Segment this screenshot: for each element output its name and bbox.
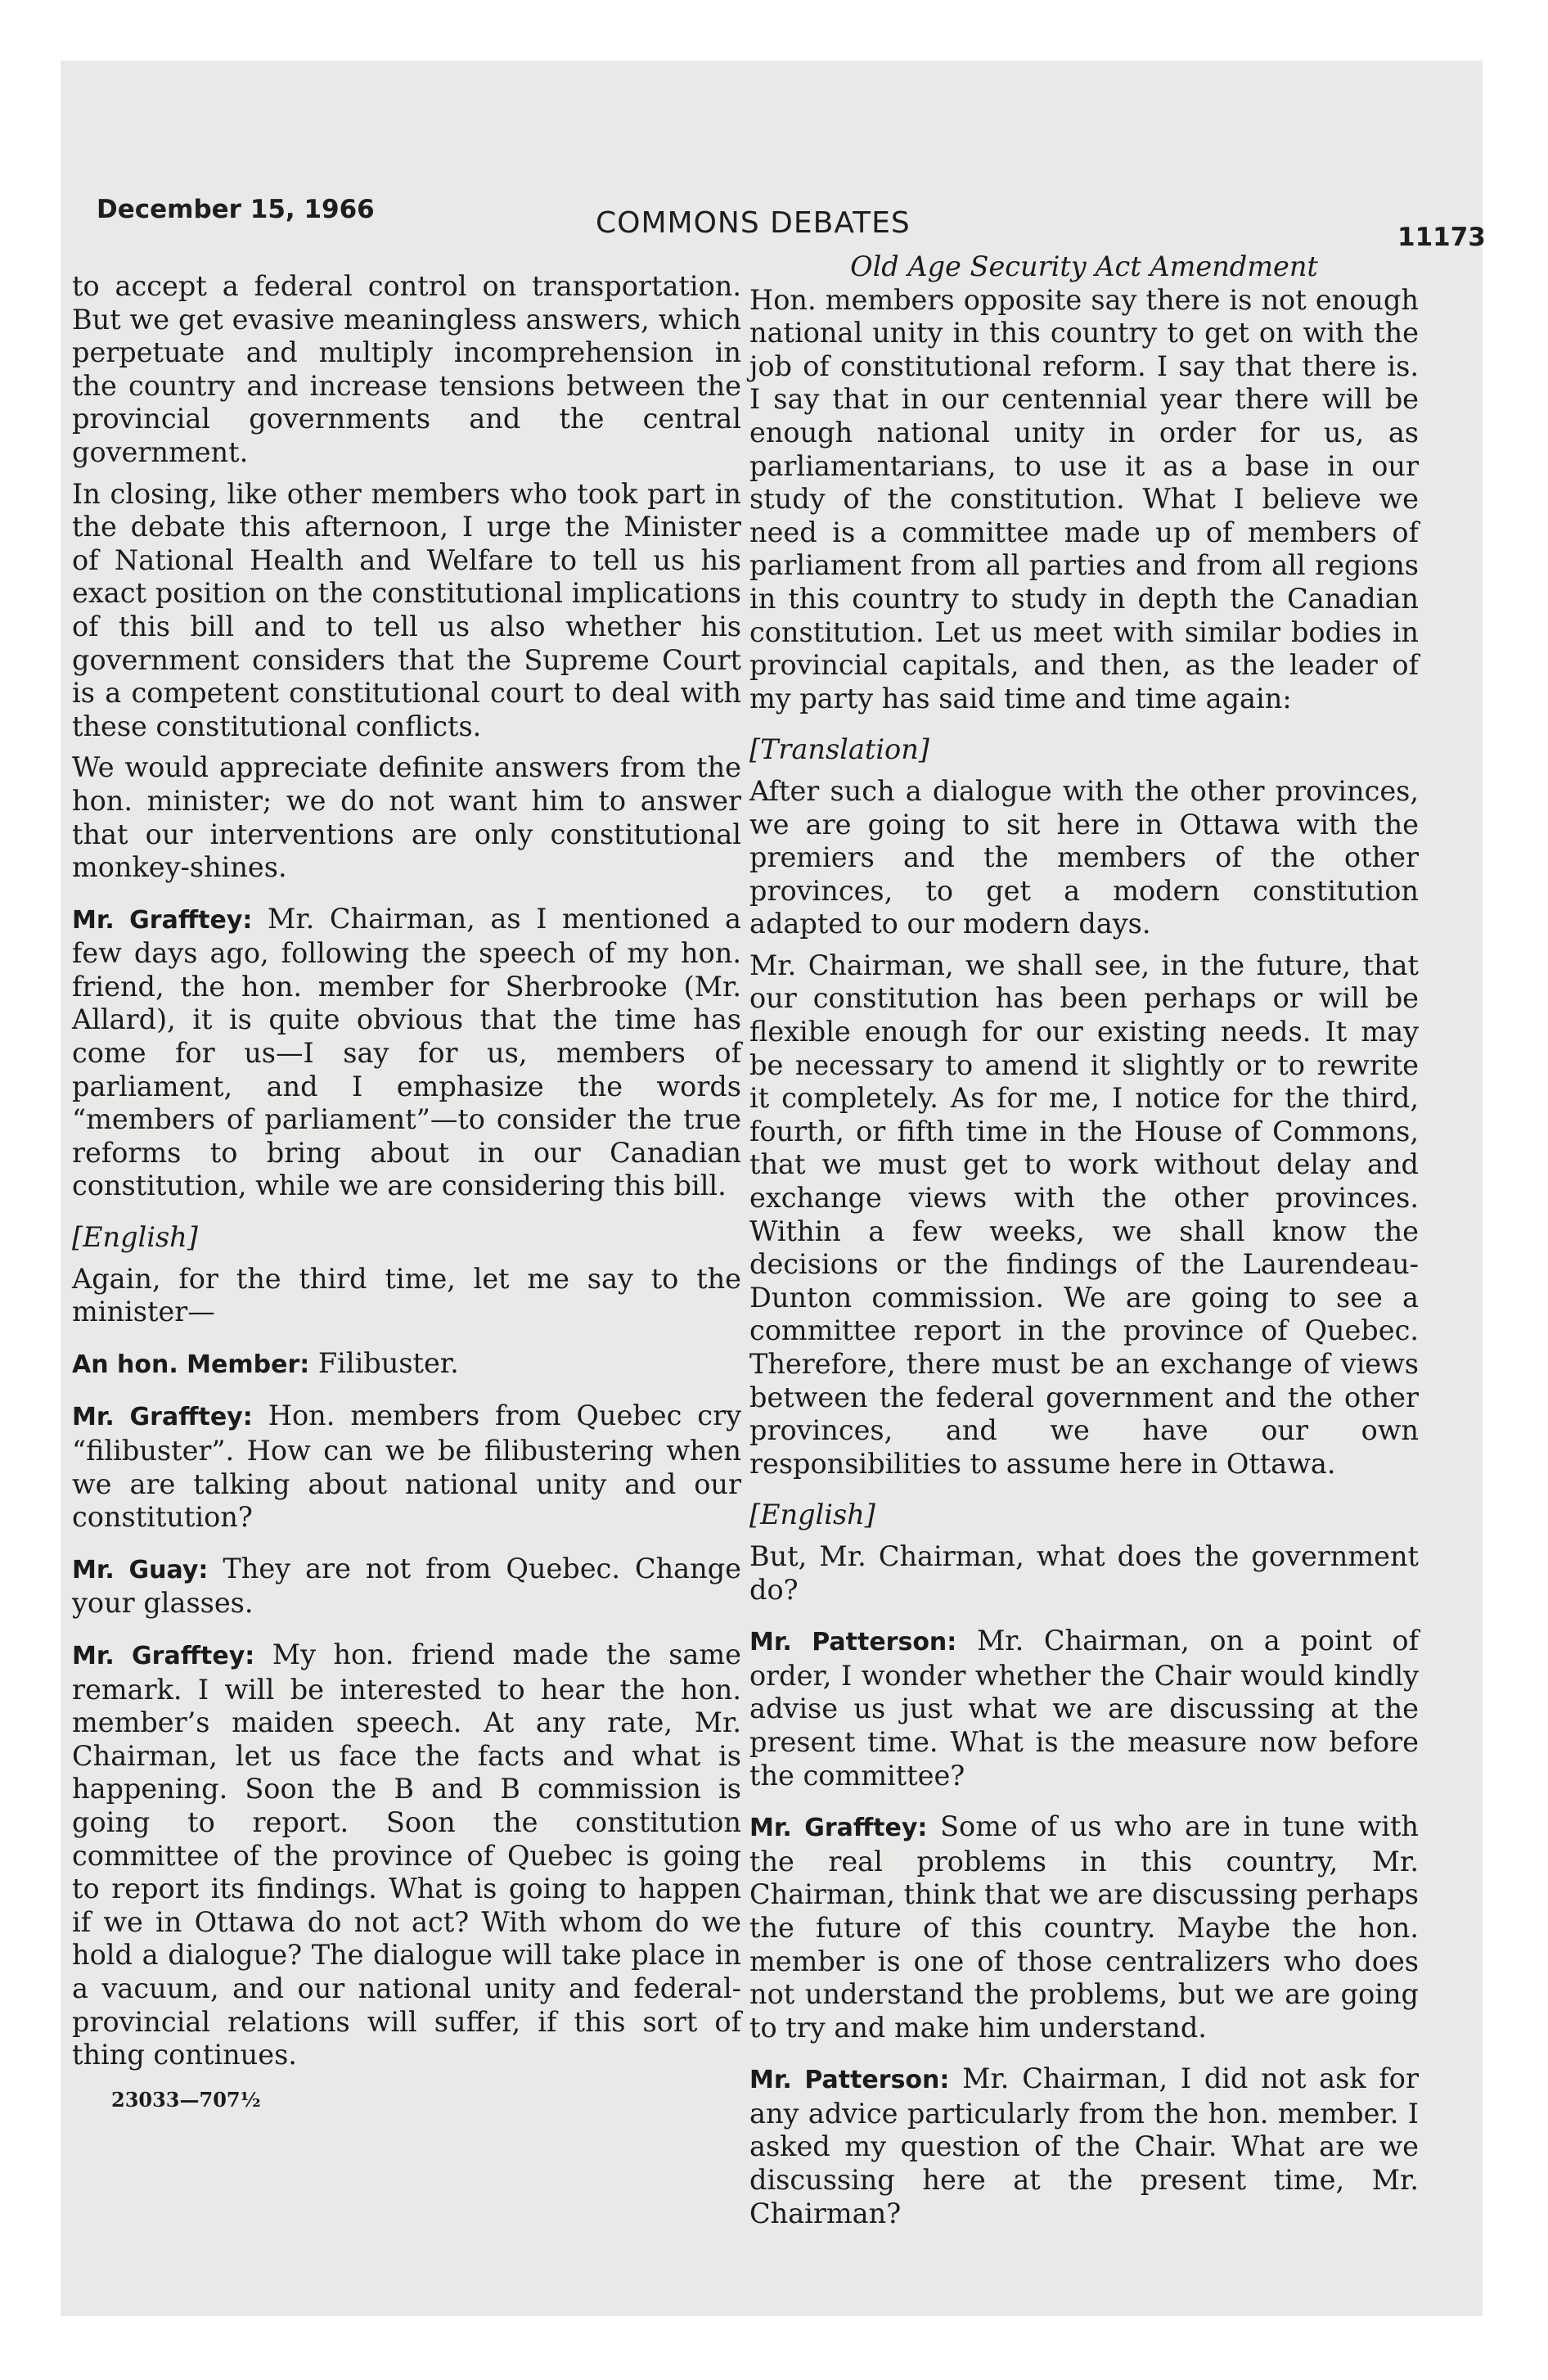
paragraph-text: We would appreciate definite answers from the hon. minister; we do not want him to answer that our interventions are only constitutional monkey-shines. <box>72 751 741 884</box>
paragraph-text: But, Mr. Chairman, what does the government do? <box>749 1539 1419 1606</box>
speech-text: They are not from Quebec. Change your glasses. <box>72 1552 741 1620</box>
speech <box>72 1347 741 1382</box>
speech <box>72 903 741 1203</box>
speech-text: Mr. Chairman, as I mentioned a few days ago, following the speech of my hon. friend, the hon. member for Sherbrooke (Mr. Allard), it is quite obvious that the time has come for us—I say for us, members of parliament, and I emphasize the words “members of parliament”—to consider the true reforms to bring about in our Canadian constitution, while we are considering this bill. <box>72 902 741 1202</box>
language-tag: [English] <box>749 1499 875 1531</box>
speech-text: Filibuster. <box>317 1346 459 1379</box>
left-column <box>72 270 741 2116</box>
paragraph <box>749 775 1419 941</box>
running-head: Old Age Security Act Amendment <box>850 250 1318 282</box>
speech <box>72 1639 741 2072</box>
header-title: COMMONS DEBATES <box>596 206 911 240</box>
header-page-number: 11173 <box>1397 223 1486 252</box>
speech <box>749 1625 1419 1792</box>
paragraph-text: Hon. members opposite say there is not enough national unity in this country to get on with the job of constitutional reform. I say that there is. I say that in our centennial year there will be enough national unity in order for us, as parliamentarians, to use it as a base in our study of the constitution. What I believe we need is a committee made up of members of parliament from all parties and from all regions in this country to study in depth the Canadian constitution. Let us meet with similar bodies in provincial capitals, and then, as the leader of my party has said time and time again: <box>749 283 1419 714</box>
paragraph-text: In closing, like other members who took part in the debate this afternoon, I urge the Minister of National Health and Welfare to tell us his exact position on the constitutional implications of this bill and to tell us also whether his government considers that the Supreme Court is a competent constitutional court to deal with these constitutional conflicts. <box>72 477 741 742</box>
speech-text: Hon. members from Quebec cry “filibuster”. How can we be filibustering when we are talking about national unity and our constitution? <box>72 1400 742 1534</box>
speaker-name: Mr. Grafftey: <box>72 905 253 935</box>
paragraph <box>72 1263 741 1329</box>
paragraph-text: Mr. Chairman, we shall see, in the future, that our constitution has been perhaps or will be flexible enough for our existing needs. It may be necessary to amend it slightly or to rewrite it completely. As for me, I notice for the third, fourth, or fifth time in the House of Commons, that we must get to work without delay and exchange views with the other provinces. Within a few weeks, we shall know the decisions or the findings of the Laurendeau-Dunton commission. We are going to see a committee report in the province of Quebec. Therefore, there must be an exchange of views between the federal government and the other provinces, and we have our own responsibilities to assume here in Ottawa. <box>749 949 1419 1480</box>
paragraph-text: to accept a federal control on transportation. But we get evasive meaningless answers, which perpetuate and multiply incomprehension in the country and increase tensions between the provincial governments and the central government. <box>72 270 741 468</box>
paragraph <box>749 284 1419 716</box>
paragraph <box>72 751 741 884</box>
speaker-name: Mr. Guay: <box>72 1555 209 1584</box>
speaker-name: An hon. Member: <box>72 1350 310 1379</box>
header-date: December 15, 1966 <box>97 195 375 224</box>
language-tag: [Translation] <box>749 733 929 766</box>
speech-text: My hon. friend made the same remark. I will be interested to hear the hon. member’s maiden speech. At any rate, Mr. Chairman, let us face the facts and what is happening. Soon the B and B commission is going to report. Soon the constitution committee of the province of Quebec is going to report its findings. What is going to happen if we in Ottawa do not act? With whom do we hold a dialogue? The dialogue will take place in a vacuum, and our national unity and federal-provincial relations will suffer, if this sort of thing continues. <box>72 1638 741 2071</box>
speech-text: Mr. Chairman, I did not ask for any advice particularly from the hon. member. I asked my question of the Chair. What are we discussing here at the present time, Mr. Chairman? <box>749 2062 1419 2229</box>
speech <box>72 1400 741 1534</box>
speaker-name: Mr. Grafftey: <box>749 1814 928 1843</box>
speech <box>749 1810 1419 2044</box>
speaker-name: Mr. Grafftey: <box>72 1403 253 1432</box>
speaker-name: Mr. Grafftey: <box>72 1641 255 1670</box>
speech <box>72 1553 741 1620</box>
paragraph <box>72 478 741 744</box>
speech-text: Some of us who are in tune with the real problems in this country, Mr. Chairman, think that we are discussing perhaps the future of this country. Maybe the hon. member is one of those centralizers who does not understand the problems, but we are going to try and make him understand. <box>749 1810 1419 2044</box>
paragraph-text: After such a dialogue with the other provinces, we are going to sit here in Ottawa with the premiers and the members of the other provinces, to get a modern constitution adapted to our modern days. <box>749 774 1419 940</box>
paragraph <box>749 1540 1419 1607</box>
footer-code: 23033—707½ <box>111 2087 261 2112</box>
speech <box>749 2062 1419 2230</box>
paragraph <box>72 270 741 470</box>
speech-text: Mr. Chairman, on a point of order, I wonder whether the Chair would kindly advise us just what we are discussing at the present time. What is the measure now before the committee? <box>749 1625 1419 1792</box>
paragraph <box>749 949 1419 1481</box>
paragraph-text: Again, for the third time, let me say to the minister— <box>72 1262 741 1328</box>
speaker-name: Mr. Patterson: <box>749 2066 950 2095</box>
language-tag: [English] <box>72 1221 198 1254</box>
right-column <box>749 250 1419 2230</box>
speaker-name: Mr. Patterson: <box>749 1628 957 1657</box>
